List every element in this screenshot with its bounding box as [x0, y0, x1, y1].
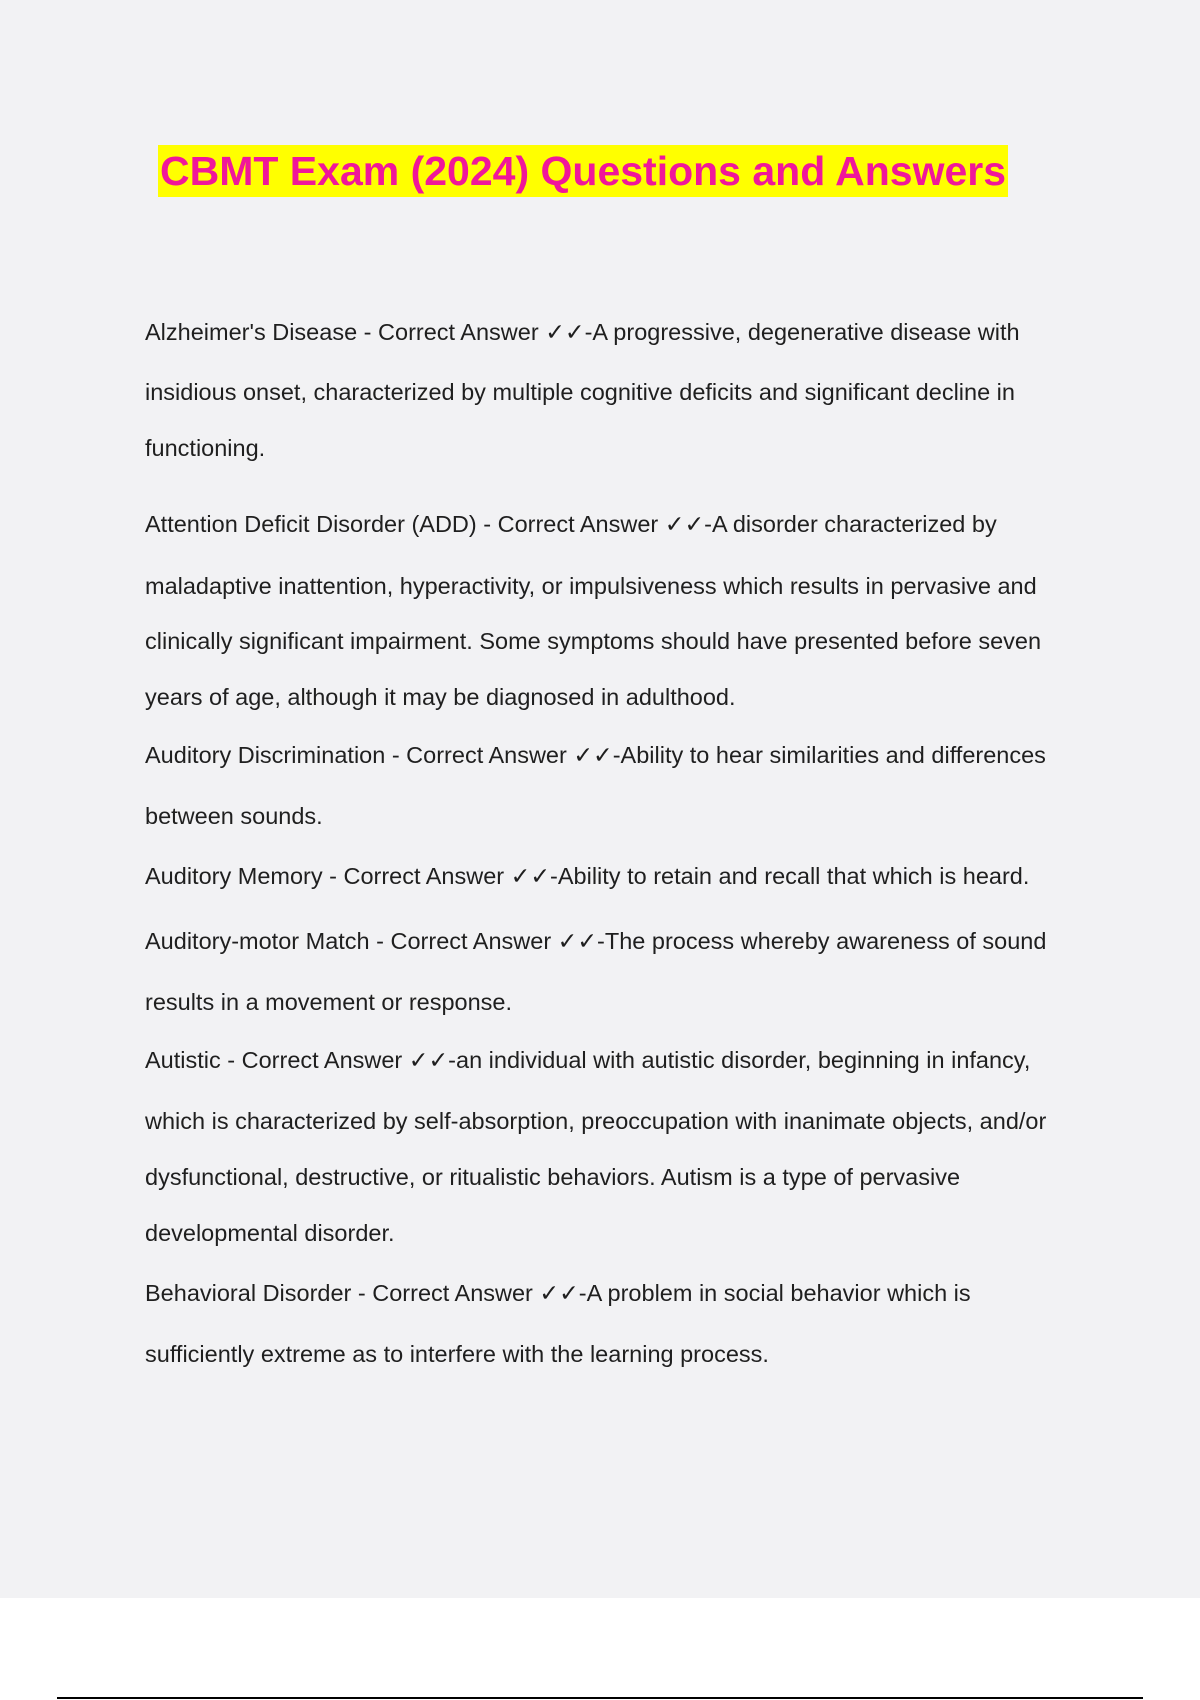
entry-line: functioning. — [145, 435, 266, 461]
entry-line: Auditory Discrimination - Correct Answer ✓✓-Ability to hear similarities and differences — [145, 742, 1046, 768]
entry-line: developmental disorder. — [145, 1220, 395, 1246]
entry-line: Auditory Memory - Correct Answer ✓✓-Ability to retain and recall that which is heard. — [145, 863, 1030, 889]
entry-line: results in a movement or response. — [145, 989, 513, 1015]
document-title: CBMT Exam (2024) Questions and Answers — [158, 145, 1008, 197]
entry-line: insidious onset, characterized by multiple cognitive deficits and significant decline in — [145, 379, 1015, 405]
entry-line: sufficiently extreme as to interfere with the learning process. — [145, 1341, 769, 1367]
entry-line: Autistic - Correct Answer ✓✓-an individual with autistic disorder, beginning in infancy, — [145, 1047, 1031, 1073]
entry-line: maladaptive inattention, hyperactivity, or impulsiveness which results in pervasive and — [145, 573, 1037, 599]
entry-line: Auditory-motor Match - Correct Answer ✓✓-The process whereby awareness of sound — [145, 928, 1047, 954]
entry-line: which is characterized by self-absorption, preoccupation with inanimate objects, and/or — [145, 1108, 1047, 1134]
footer-divider — [57, 1697, 1143, 1699]
entry-line: clinically significant impairment. Some symptoms should have presented before seven — [145, 628, 1042, 654]
entry-line: years of age, although it may be diagnosed in adulthood. — [145, 684, 736, 710]
entry-line: between sounds. — [145, 803, 323, 829]
entry-line: Behavioral Disorder - Correct Answer ✓✓-A problem in social behavior which is — [145, 1280, 971, 1306]
entry-line: Attention Deficit Disorder (ADD) - Correct Answer ✓✓-A disorder characterized by — [145, 511, 997, 537]
entry-line: dysfunctional, destructive, or ritualistic behaviors. Autism is a type of pervasive — [145, 1164, 961, 1190]
entry-line: Alzheimer's Disease - Correct Answer ✓✓-A progressive, degenerative disease with — [145, 319, 1020, 345]
